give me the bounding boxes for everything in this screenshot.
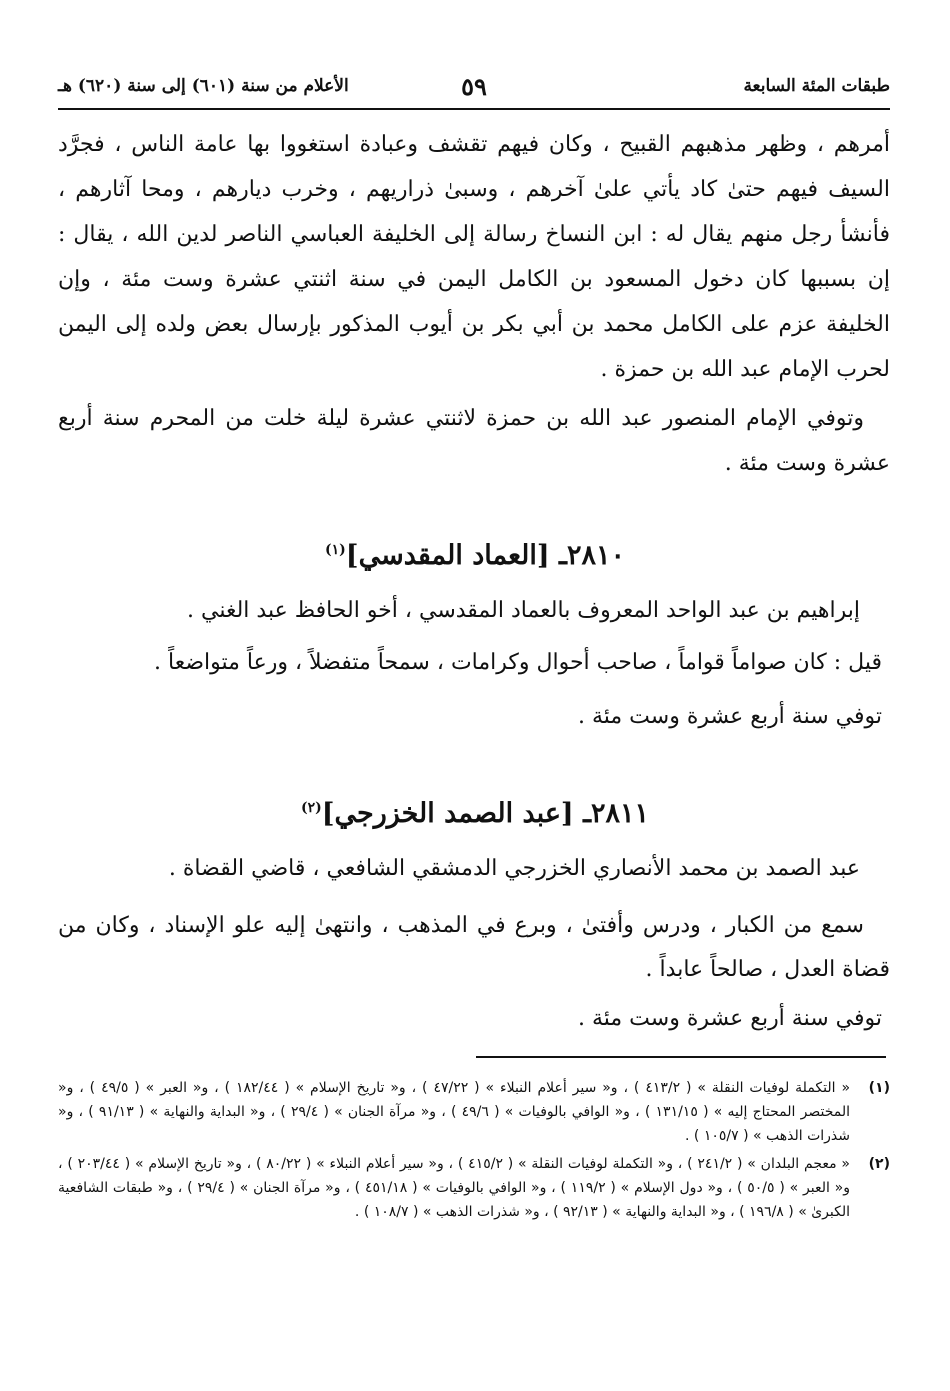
entry-title-text: ٢٨١١ـ [عبد الصمد الخزرجي] [321, 798, 650, 829]
footnote-2 [58, 1152, 890, 1224]
footnote-ref: (١) [325, 542, 346, 558]
entry-2810-line-2: قيل : كان صواماً قواماً ، صاحب أحوال وكرامات ، سمحاً متفضلاً ، ورعاً متواضعاً . [154, 650, 882, 675]
footnote-number: (١) [868, 1080, 890, 1096]
entry-title-text: ٢٨١٠ـ [العماد المقدسي] [345, 540, 625, 571]
entry-title-2810 [0, 540, 950, 571]
footnotes [58, 1076, 890, 1228]
body-paragraph-1: أمرهم ، وظهر مذهبهم القبيح ، وكان فيهم تقشف وعبادة استغووا بها عامة الناس ، فجرَّد السيف فيهم حتىٰ كاد يأتي علىٰ آخرهم ، وسبىٰ ذراريهم ، وخرب ديارهم ، ومحا آثارهم ، فأنشأ رجل منهم يقال له : ابن النساخ رسالة إلى الخليفة العباسي الناصر لدين الله ، يقال : إن بسببها كان دخول المسعود بن الكامل اليمن في سنة اثنتي عشرة وست مئة ، وإن الخليفة عزم على الكامل محمد بن أبي بكر بن أيوب المذكور بإرسال بعض ولده إلى اليمن لحرب الإمام عبد الله بن حمزة . [58, 132, 890, 382]
entry-2811-paragraph: سمع من الكبار ، ودرس وأفتىٰ ، وبرع في المذهب ، وانتهىٰ إليه علو الإسناد ، وكان من قضاة العدل ، صالحاً عابداً . [58, 913, 890, 982]
body-paragraph-2: وتوفي الإمام المنصور عبد الله بن حمزة لاثنتي عشرة ليلة خلت من المحرم سنة أربع عشرة وست مئة . [58, 406, 890, 476]
running-header [58, 74, 890, 108]
footnote-ref: (٢) [300, 800, 322, 816]
header-range: الأعلام من سنة (٦٠١) إلى سنة (٦٢٠) هـ [58, 76, 349, 96]
footnote-text: « التكملة لوفيات النقلة » ( ٤١٣/٢ ) ، و« سير أعلام النبلاء » ( ٤٧/٢٢ ) ، و« تاريخ الإسلام » ( ١٨٢/٤٤ ) ، و« العبر » ( ٤٩/٥ ) ، و« المختصر المحتاج إليه » ( ١٣١/١٥ ) ، و« الوافي بالوفيات » ( ٤٩/٦ ) ، و« مرآة الجنان » ( ٢٩/٤ ) ، و« البداية والنهاية » ( ٩١/١٣ ) ، و« شذرات الذهب » ( ١٠٥/٧ ) . [58, 1080, 851, 1144]
footnote-number: (٢) [868, 1156, 890, 1172]
page-number: ٥٩ [461, 72, 487, 101]
entry-2810-line-3: توفي سنة أربع عشرة وست مئة . [577, 704, 882, 729]
entry-2811-line-last: توفي سنة أربع عشرة وست مئة . [577, 1006, 882, 1031]
header-section-title: طبقات المئة السابعة [743, 76, 890, 96]
footnote-text: « معجم البلدان » ( ٢٤١/٢ ) ، و« التكملة لوفيات النقلة » ( ٤١٥/٢ ) ، و« سير أعلام النبلاء » ( ٨٠/٢٢ ) ، و« تاريخ الإسلام » ( ٢٠٣/٤٤ ) ، و« العبر » ( ٥٠/٥ ) ، و« دول الإسلام » ( ١١٩/٢ ) ، و« الوافي بالوفيات » ( ٤٥١/١٨ ) ، و« مرآة الجنان » ( ٢٩/٤ ) ، و« طبقات الشافعية الكبرىٰ » ( ١٩٦/٨ ) ، و« البداية والنهاية » ( ٩٢/١٣ ) ، و« شذرات الذهب » ( ١٠٨/٧ ) . [58, 1156, 851, 1220]
header-divider [58, 108, 890, 110]
entry-2810-line-1: إبراهيم بن عبد الواحد المعروف بالعماد المقدسي ، أخو الحافظ عبد الغني . [187, 598, 860, 623]
entry-title-2811 [0, 798, 950, 829]
entry-2811-line-1: عبد الصمد بن محمد الأنصاري الخزرجي الدمشقي الشافعي ، قاضي القضاة . [168, 856, 860, 881]
footnote-1 [58, 1076, 890, 1148]
footnote-divider [476, 1056, 886, 1058]
